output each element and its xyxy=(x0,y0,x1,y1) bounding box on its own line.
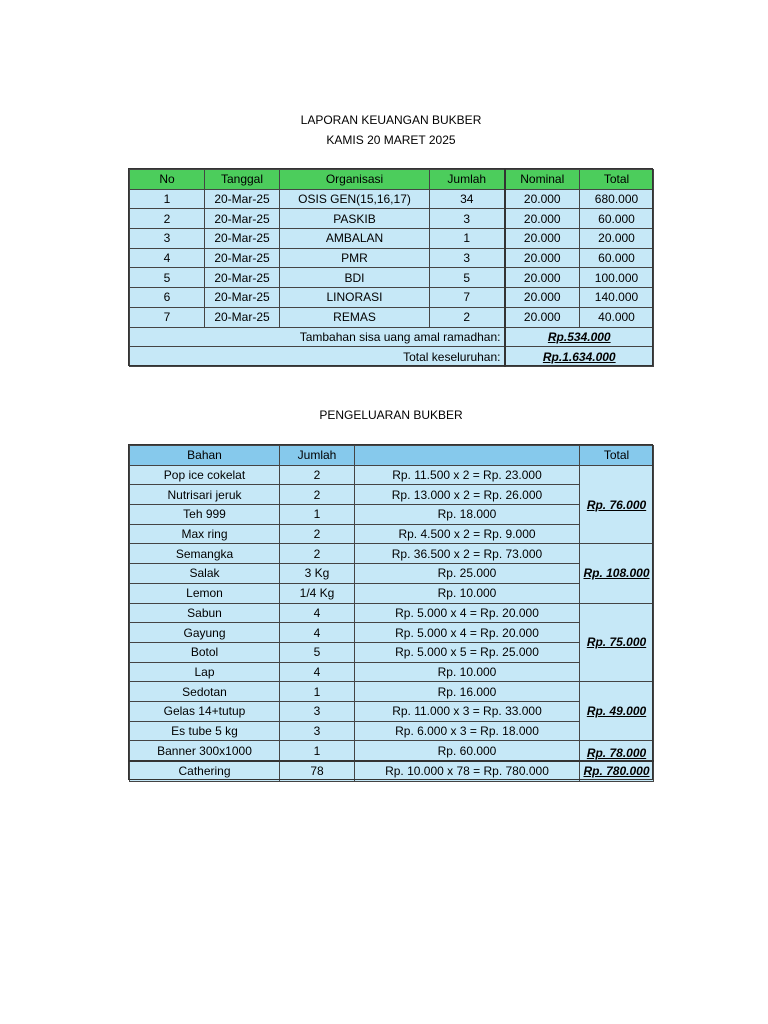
table-row xyxy=(130,209,654,229)
table-row xyxy=(130,485,654,505)
cell-nominal: 20.000 xyxy=(505,248,580,268)
cell-jumlah: 1/4 Kg xyxy=(280,583,355,603)
cell-organisasi: BDI xyxy=(280,268,430,288)
table-row xyxy=(130,761,654,781)
income-header-row xyxy=(130,170,654,190)
cell-jumlah: 3 xyxy=(280,721,355,741)
cell-organisasi: OSIS GEN(15,16,17) xyxy=(280,189,430,209)
extra-row xyxy=(130,327,654,347)
table-row xyxy=(130,623,654,643)
table-row xyxy=(130,701,654,721)
cell-jumlah: 7 xyxy=(430,288,505,308)
table-row xyxy=(130,741,654,761)
cell-jumlah: 4 xyxy=(280,603,355,623)
cell-nominal: 20.000 xyxy=(505,268,580,288)
cell-rincian: Rp. 6.000 x 3 = Rp. 18.000 xyxy=(355,721,580,741)
cell-nominal: 20.000 xyxy=(505,307,580,327)
cell-bahan: Es tube 5 kg xyxy=(130,721,280,741)
cell-bahan: Banner 300x1000 xyxy=(130,741,280,761)
table-row xyxy=(130,682,654,702)
table-row xyxy=(130,583,654,603)
cell-organisasi: PMR xyxy=(280,248,430,268)
cell-organisasi: LINORASI xyxy=(280,288,430,308)
table-row xyxy=(130,288,654,308)
table-row xyxy=(130,248,654,268)
table-row xyxy=(130,642,654,662)
cell-bahan: Botol xyxy=(130,642,280,662)
cell-bahan: Max ring xyxy=(130,524,280,544)
cell-tanggal: 20-Mar-25 xyxy=(205,248,280,268)
table-row xyxy=(130,662,654,682)
cell-rincian: Rp. 10.000 x 78 = Rp. 780.000 xyxy=(355,761,580,781)
cell-tanggal: 20-Mar-25 xyxy=(205,268,280,288)
cell-jumlah: 3 xyxy=(430,209,505,229)
cell-tanggal: 20-Mar-25 xyxy=(205,209,280,229)
cell-jumlah: 1 xyxy=(280,682,355,702)
cell-rincian: Rp. 11.500 x 2 = Rp. 23.000 xyxy=(355,465,580,485)
cell-rincian: Rp. 10.000 xyxy=(355,662,580,682)
cell-jumlah: 34 xyxy=(430,189,505,209)
cell-nominal: 20.000 xyxy=(505,229,580,249)
cell-no: 7 xyxy=(130,307,205,327)
cell-rincian: Rp. 18.000 xyxy=(355,505,580,525)
cell-jumlah: 2 xyxy=(280,524,355,544)
cell-no: 2 xyxy=(130,209,205,229)
header-tanggal: Tanggal xyxy=(205,170,280,190)
cell-organisasi: PASKIB xyxy=(280,209,430,229)
header-total: Total xyxy=(580,170,654,190)
table-row xyxy=(130,229,654,249)
cell-tanggal: 20-Mar-25 xyxy=(205,307,280,327)
cell-rincian: Rp. 10.000 xyxy=(355,583,580,603)
group-total: Rp. 780.000 xyxy=(580,761,654,781)
header-rincian xyxy=(355,446,580,466)
table-row xyxy=(130,505,654,525)
cell-nominal: 20.000 xyxy=(505,209,580,229)
expenses-table xyxy=(129,445,654,782)
cell-bahan: Sedotan xyxy=(130,682,280,702)
table-row xyxy=(130,189,654,209)
cell-jumlah: 3 xyxy=(430,248,505,268)
cell-bahan: Nutrisari jeruk xyxy=(130,485,280,505)
cell-total: 60.000 xyxy=(580,209,654,229)
table-row xyxy=(130,544,654,564)
cell-no: 6 xyxy=(130,288,205,308)
cell-jumlah: 4 xyxy=(280,623,355,643)
cell-no: 1 xyxy=(130,189,205,209)
grand-total-row xyxy=(130,347,654,367)
header-jumlah: Jumlah xyxy=(430,170,505,190)
cell-tanggal: 20-Mar-25 xyxy=(205,229,280,249)
table-row xyxy=(130,564,654,584)
cell-bahan: Lemon xyxy=(130,583,280,603)
cell-no: 4 xyxy=(130,248,205,268)
table-row xyxy=(130,465,654,485)
extra-label: Tambahan sisa uang amal ramadhan: xyxy=(130,327,505,347)
cell-bahan: Semangka xyxy=(130,544,280,564)
cell-bahan: Teh 999 xyxy=(130,505,280,525)
table-row xyxy=(130,307,654,327)
cell-bahan: Gelas 14+tutup xyxy=(130,701,280,721)
header-total: Total xyxy=(580,446,654,466)
income-table xyxy=(129,169,654,367)
cell-jumlah: 1 xyxy=(430,229,505,249)
header-nominal: Nominal xyxy=(505,170,580,190)
group-total: Rp. 76.000 xyxy=(580,465,654,544)
cell-jumlah: 1 xyxy=(280,741,355,761)
cell-jumlah: 2 xyxy=(280,485,355,505)
cell-tanggal: 20-Mar-25 xyxy=(205,189,280,209)
cell-total: 40.000 xyxy=(580,307,654,327)
cell-rincian: Rp. 5.000 x 4 = Rp. 20.000 xyxy=(355,603,580,623)
group-total: Rp. 78.000 xyxy=(580,741,654,761)
cell-total: 20.000 xyxy=(580,229,654,249)
extra-value: Rp.534.000 xyxy=(505,327,654,347)
cell-jumlah: 5 xyxy=(280,642,355,662)
cell-bahan: Salak xyxy=(130,564,280,584)
cell-rincian: Rp. 16.000 xyxy=(355,682,580,702)
cell-jumlah: 4 xyxy=(280,662,355,682)
table-row xyxy=(130,721,654,741)
report-title: LAPORAN KEUANGAN BUKBER xyxy=(300,113,482,127)
header-bahan: Bahan xyxy=(130,446,280,466)
cell-total: 680.000 xyxy=(580,189,654,209)
cell-nominal: 20.000 xyxy=(505,288,580,308)
expenses-title: PENGELUARAN BUKBER xyxy=(319,408,463,422)
cell-jumlah: 3 Kg xyxy=(280,564,355,584)
cell-bahan: Cathering xyxy=(130,761,280,781)
group-total: Rp. 49.000 xyxy=(580,682,654,741)
cell-rincian: Rp. 11.000 x 3 = Rp. 33.000 xyxy=(355,701,580,721)
cell-rincian: Rp. 25.000 xyxy=(355,564,580,584)
cell-rincian: Rp. 60.000 xyxy=(355,741,580,761)
cell-jumlah: 2 xyxy=(280,465,355,485)
cell-rincian: Rp. 36.500 x 2 = Rp. 73.000 xyxy=(355,544,580,564)
cell-jumlah: 2 xyxy=(280,544,355,564)
cell-jumlah: 1 xyxy=(280,505,355,525)
cell-jumlah: 78 xyxy=(280,761,355,781)
cell-bahan: Lap xyxy=(130,662,280,682)
cell-jumlah: 3 xyxy=(280,701,355,721)
cell-bahan: Sabun xyxy=(130,603,280,623)
report-subtitle: KAMIS 20 MARET 2025 xyxy=(326,133,456,147)
cell-tanggal: 20-Mar-25 xyxy=(205,288,280,308)
cell-rincian: Rp. 5.000 x 4 = Rp. 20.000 xyxy=(355,623,580,643)
header-jumlah: Jumlah xyxy=(280,446,355,466)
cell-total: 100.000 xyxy=(580,268,654,288)
table-row xyxy=(130,524,654,544)
cell-bahan: Pop ice cokelat xyxy=(130,465,280,485)
header-organisasi: Organisasi xyxy=(280,170,430,190)
table-row xyxy=(130,268,654,288)
group-total: Rp. 108.000 xyxy=(580,544,654,603)
cell-organisasi: REMAS xyxy=(280,307,430,327)
cell-rincian: Rp. 4.500 x 2 = Rp. 9.000 xyxy=(355,524,580,544)
cell-total: 60.000 xyxy=(580,248,654,268)
header-no: No xyxy=(130,170,205,190)
expenses-header-row xyxy=(130,446,654,466)
grand-total-value: Rp.1.634.000 xyxy=(505,347,654,367)
cell-total: 140.000 xyxy=(580,288,654,308)
group-total: Rp. 75.000 xyxy=(580,603,654,682)
cell-jumlah: 2 xyxy=(430,307,505,327)
table-row xyxy=(130,603,654,623)
cell-rincian: Rp. 13.000 x 2 = Rp. 26.000 xyxy=(355,485,580,505)
cell-bahan: Gayung xyxy=(130,623,280,643)
cell-organisasi: AMBALAN xyxy=(280,229,430,249)
cell-no: 5 xyxy=(130,268,205,288)
cell-no: 3 xyxy=(130,229,205,249)
cell-jumlah: 5 xyxy=(430,268,505,288)
cell-nominal: 20.000 xyxy=(505,189,580,209)
cell-rincian: Rp. 5.000 x 5 = Rp. 25.000 xyxy=(355,642,580,662)
grand-total-label: Total keseluruhan: xyxy=(130,347,505,367)
